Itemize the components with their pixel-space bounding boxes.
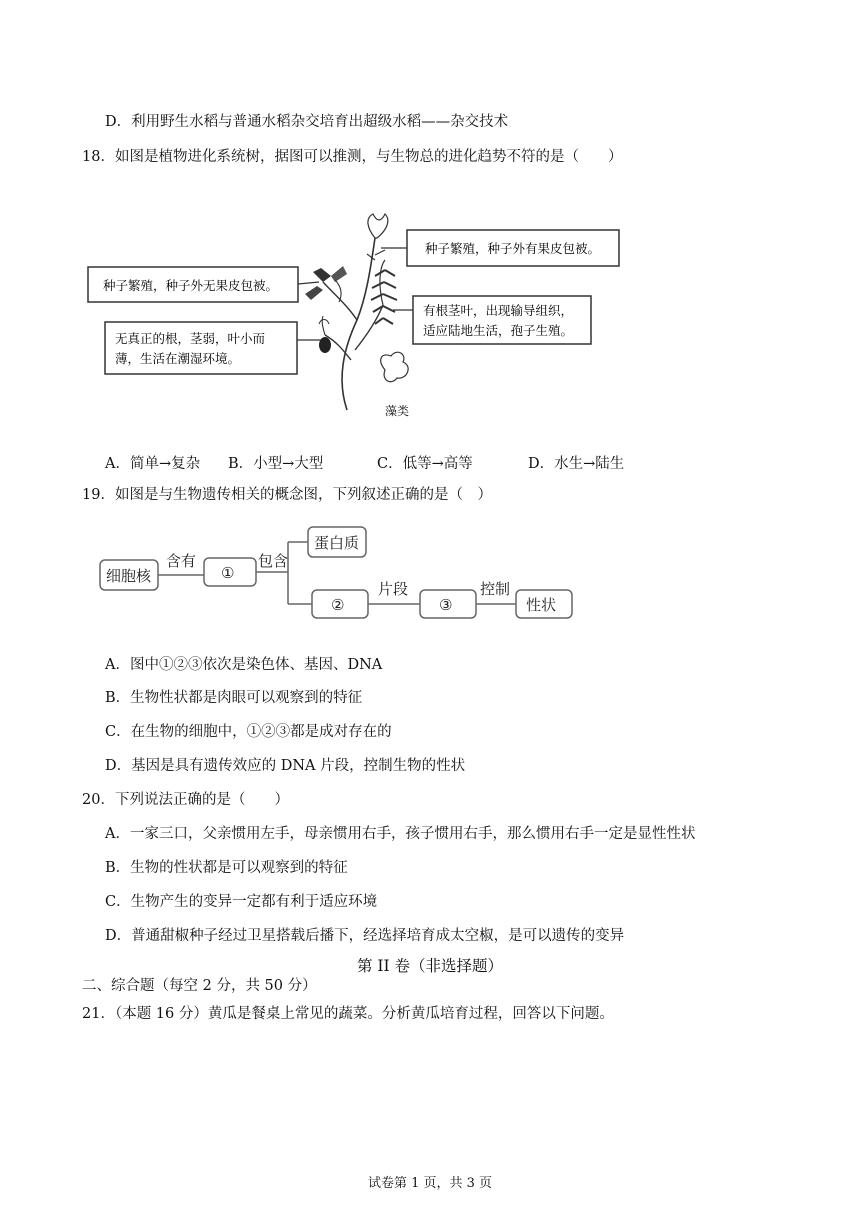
node-protein: 蛋白质 (314, 534, 360, 552)
node-trait: 性状 (526, 596, 557, 614)
q19-option-a: A．图中①②③依次是染色体、基因、DNA (105, 657, 383, 673)
node-3: ③ (439, 596, 453, 614)
part2-title: 第 II 卷（非选择题） (356, 957, 504, 975)
q18-option-c: C．低等→高等 (377, 456, 473, 472)
q18-stem: 18．如图是植物进化系统树，据图可以推测，与生物总的进化趋势不符的是（ ） (82, 149, 623, 165)
q19-option-c: C．在生物的细胞中，①②③都是成对存在的 (105, 724, 392, 740)
angiosperm-flower-icon (367, 214, 388, 260)
q18-option-b: B．小型→大型 (228, 456, 324, 472)
node-2: ② (331, 596, 345, 614)
q20-option-b: B．生物的性状都是可以观察到的特征 (105, 860, 348, 876)
page-footer: 试卷第 1 页，共 3 页 (367, 1176, 493, 1191)
q19-option-b: B．生物性状都是肉眼可以观察到的特征 (105, 690, 363, 706)
box-moss-text-line2: 薄，生活在潮湿环境。 (115, 351, 241, 366)
q20-stem: 20．下列说法正确的是（ ） (82, 792, 289, 808)
algae-label: 藻类 (385, 404, 410, 418)
edge-control: 控制 (480, 580, 511, 598)
q21-stem: 21．（本题 16 分）黄瓜是餐桌上常见的蔬菜。分析黄瓜培育过程，回答以下问题。 (82, 1006, 614, 1022)
box-gymnosperm-text: 种子繁殖，种子外无果皮包被。 (103, 278, 279, 293)
fern-icon (371, 260, 397, 324)
q17-option-d: D．利用野生水稻与普通水稻杂交培育出超级水稻——杂交技术 (105, 114, 509, 130)
q18-option-a: A．简单→复杂 (105, 456, 201, 472)
q18-option-d: D．水生→陆生 (528, 456, 625, 472)
section-heading: 二、综合题（每空 2 分，共 50 分） (82, 978, 317, 994)
q20-option-a: A．一家三口，父亲惯用左手，母亲惯用右手，孩子惯用右手，那么惯用右手一定是显性性状 (105, 826, 696, 842)
box-fern-text-line1: 有根茎叶，出现输导组织， (423, 303, 574, 318)
moss-icon (319, 316, 331, 353)
edge-contains: 含有 (166, 552, 197, 570)
plant-evolution-tree-figure (85, 210, 625, 430)
node-1: ① (221, 564, 235, 582)
q19-option-d: D．基因是具有遗传效应的 DNA 片段，控制生物的性状 (105, 758, 466, 774)
edge-fragment: 片段 (378, 580, 409, 598)
gymnosperm-branch-icon (305, 266, 347, 302)
box-angiosperm-text: 种子繁殖，种子外有果皮包被。 (425, 241, 601, 256)
box-moss-text-line1: 无真正的根，茎弱，叶小而 (115, 331, 266, 346)
q19-stem: 19．如图是与生物遗传相关的概念图，下列叙述正确的是（ ） (82, 487, 492, 503)
q20-option-d: D．普通甜椒种子经过卫星搭载后播下，经选择培育成太空椒，是可以遗传的变异 (105, 928, 625, 944)
box-fern-text-line2: 适应陆地生活，孢子生殖。 (423, 323, 574, 338)
algae-icon (381, 352, 408, 381)
edge-includes: 包含 (258, 552, 289, 570)
q20-option-c: C．生物产生的变异一定都有利于适应环境 (105, 894, 378, 910)
node-nucleus: 细胞核 (106, 567, 152, 585)
genetics-concept-map-figure (98, 522, 598, 622)
